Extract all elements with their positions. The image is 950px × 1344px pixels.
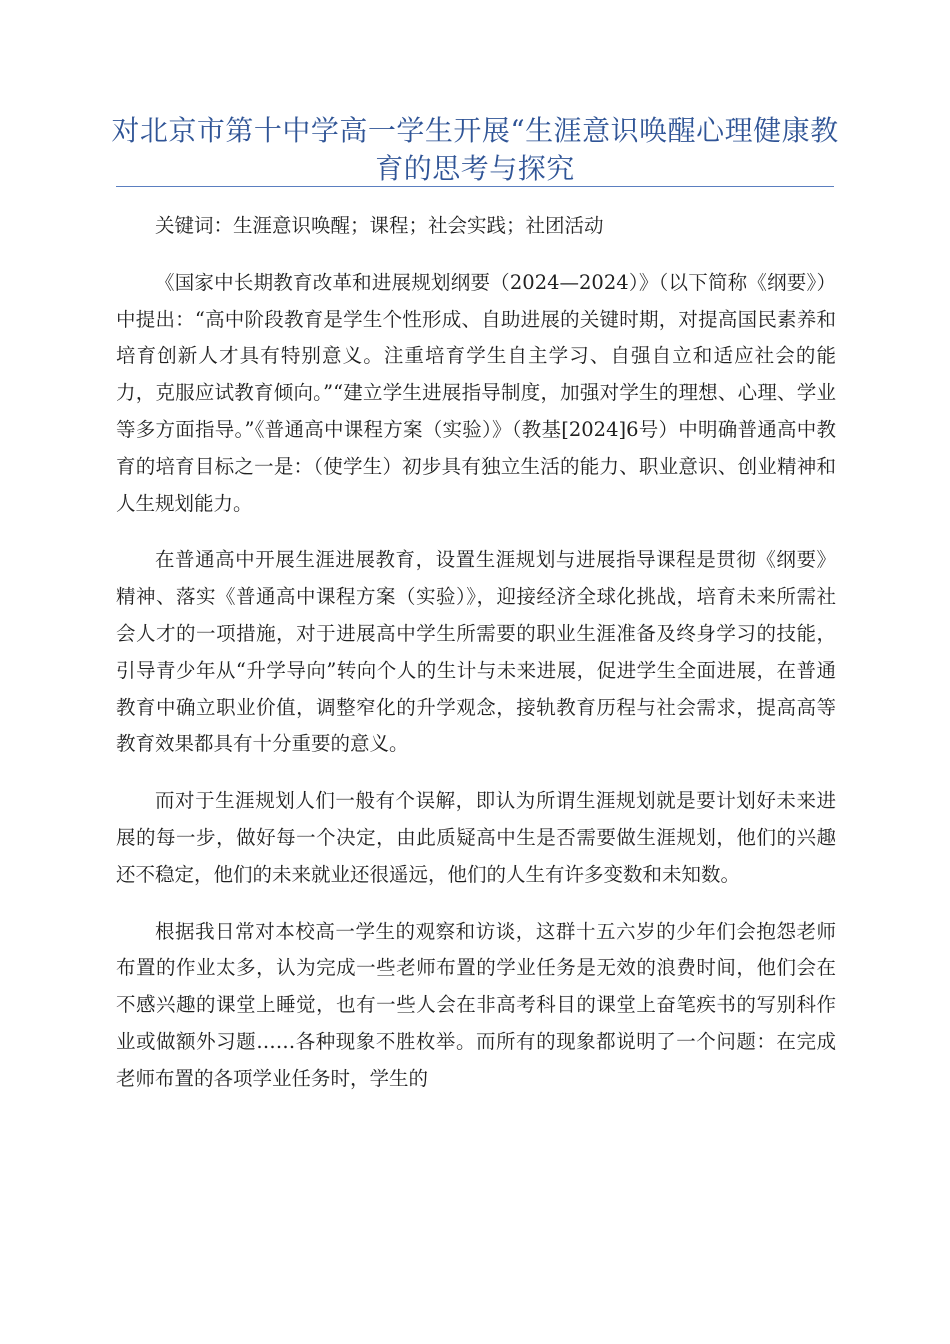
body-paragraph: 而对于生涯规划人们一般有个误解，即认为所谓生涯规划就是要计划好未来进展的每一步，做好每一个决定，由此质疑高中生是否需要做生涯规划，他们的兴趣还不稳定，他们的未来就业还很遥远，他们的人生有许多变数和未知数。 — [116, 789, 836, 886]
keywords-line: 关键词：生涯意识唤醒；课程；社会实践；社团活动 — [155, 214, 604, 237]
body-paragraph: 在普通高中开展生涯进展教育，设置生涯规划与进展指导课程是贯彻《纲要》精神、落实《普通高中课程方案（实验）》，迎接经济全球化挑战，培育未来所需社会人才的一项措施，对于进展高中学生所需要的职业生涯准备及终身学习的技能，引导青少年从“升学导向”转向个人的生计与未来进展，促进学生全面进展，在普通教育中确立职业价值，调整窄化的升学观念，接轨教育历程与社会需求，提高高等教育效果都具有十分重要的意义。 — [116, 548, 836, 756]
body-paragraph: 《国家中长期教育改革和进展规划纲要（2024—2024）》（以下简称《纲要》）中提出：“高中阶段教育是学生个性形成、自助进展的关键时期，对提高国民素养和培育创新人才具有特别意义。注重培育学生自主学习、自强自立和适应社会的能力，克服应试教育倾向。”“建立学生进展指导制度，加强对学生的理想、心理、学业等多方面指导。”《普通高中课程方案（实验）》（教基[2024]6号）中明确普通高中教育的培育目标之一是：（使学生）初步具有独立生活的能力、职业意识、创业精神和人生规划能力。 — [116, 270, 836, 515]
document-body — [116, 208, 836, 1118]
document-title: 对北京市第十中学高一学生开展“生涯意识唤醒心理健康教育的思考与探究 — [111, 114, 839, 185]
body-paragraph: 根据我日常对本校高一学生的观察和访谈，这群十五六岁的少年们会抱怨老师布置的作业太多，认为完成一些老师布置的学业任务是无效的浪费时间，他们会在不感兴趣的课堂上睡觉，也有一些人会在非高考科目的课堂上奋笔疾书的写别科作业或做额外习题……各种现象不胜枚举。而所有的现象都说明了一个问题：在完成老师布置的各项学业任务时，学生的 — [116, 919, 836, 1090]
title-underline — [116, 186, 834, 187]
